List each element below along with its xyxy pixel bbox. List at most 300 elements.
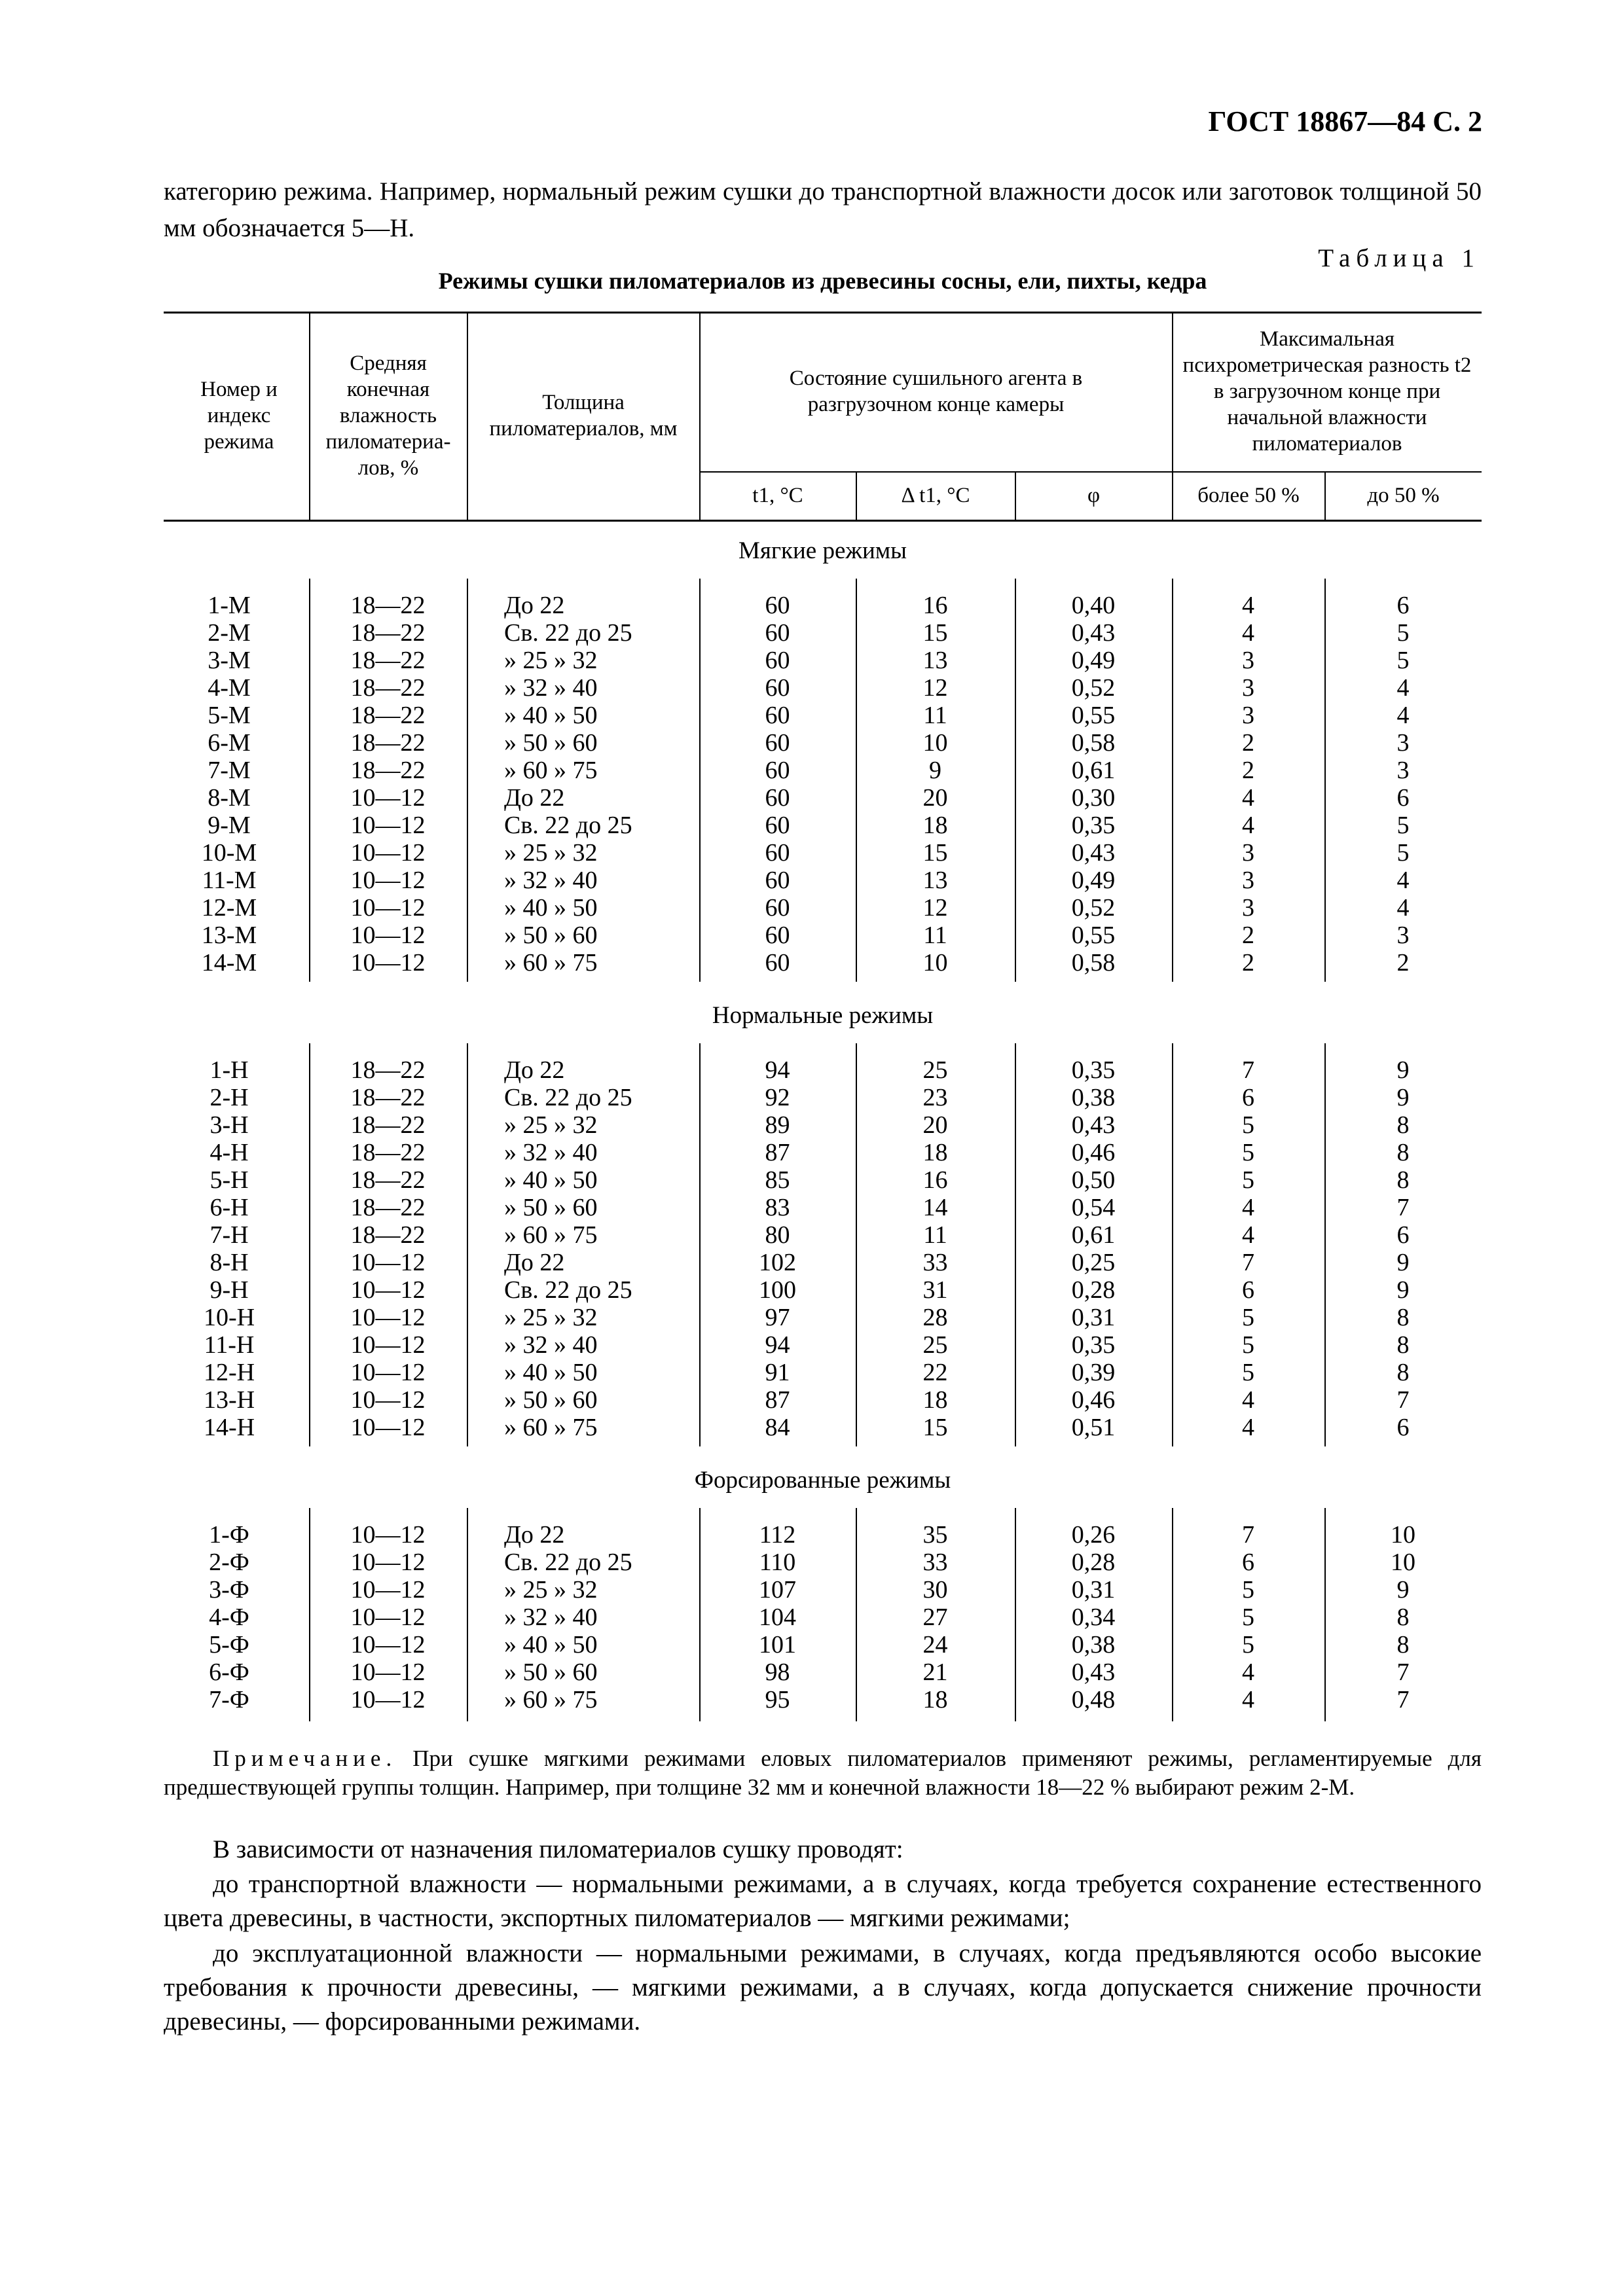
- header-divider: [1015, 471, 1016, 520]
- body-divider: [467, 1043, 468, 1446]
- table-cell: 31: [922, 1276, 948, 1304]
- table-cell: Св. 22 до 25: [504, 1549, 632, 1576]
- note-text: При сушке мягкими режимами еловых пиломатериалов применяют режимы, регламентируемые для предшествующей группы толщин. Например, при толщине 32 мм и конечной влажности 18—22 % выбирают режим 2-М.: [164, 1746, 1482, 1800]
- table-cell: 3: [1396, 922, 1410, 949]
- table-cell: 5: [1396, 619, 1410, 647]
- table-cell: 18—22: [350, 729, 426, 757]
- table-cell: 10—12: [350, 784, 426, 812]
- table-cell: 3: [1242, 894, 1254, 922]
- table-cell: 18—22: [350, 1194, 426, 1221]
- table-cell: 0,52: [1071, 674, 1116, 702]
- col-t1: [699, 1521, 856, 1713]
- table-cell: 10: [922, 949, 948, 977]
- table-cell: 5-Н: [210, 1166, 249, 1194]
- table-cell: 5: [1242, 1139, 1254, 1166]
- table-cell: 12-Н: [203, 1359, 255, 1386]
- table-cell: 0,49: [1071, 867, 1116, 894]
- table-cell: 6: [1396, 592, 1410, 619]
- table-cell: 0,46: [1071, 1386, 1116, 1414]
- table-cell: 11: [923, 922, 947, 949]
- col-delta-t1: [856, 1521, 1015, 1713]
- table-cell: 8-М: [208, 784, 251, 812]
- table-cell: 4: [1396, 674, 1410, 702]
- table-cell: 10—12: [350, 922, 426, 949]
- table-cell: 10—12: [350, 1549, 426, 1576]
- col-moisture: [309, 592, 467, 977]
- col-phi: [1015, 592, 1172, 977]
- table-cell: » 50 » 60: [504, 1659, 598, 1686]
- table-cell: 0,39: [1071, 1359, 1116, 1386]
- header-upto-50: до 50 %: [1367, 484, 1440, 507]
- table-cell: 11: [923, 1221, 947, 1249]
- table-cell: 24: [922, 1631, 948, 1659]
- col-moisture: [309, 1056, 467, 1441]
- table-cell: 2: [1242, 922, 1254, 949]
- table-cell: 0,31: [1071, 1576, 1116, 1604]
- table-cell: 4: [1242, 619, 1254, 647]
- table-cell: » 40 » 50: [504, 894, 598, 922]
- table-cell: 4: [1242, 1221, 1254, 1249]
- table-cell: 13: [922, 647, 948, 674]
- table-cell: 4: [1242, 784, 1254, 812]
- table-cell: 0,43: [1071, 839, 1116, 867]
- table-cell: 5: [1396, 647, 1410, 674]
- table-cell: 4: [1396, 894, 1410, 922]
- table-cell: 110: [759, 1549, 796, 1576]
- table-cell: 5: [1242, 1359, 1254, 1386]
- col-thickness: [504, 1056, 694, 1441]
- table-cell: 18: [922, 812, 948, 839]
- table-cell: 10—12: [350, 1359, 426, 1386]
- col-over-50: [1172, 592, 1324, 977]
- table-cell: 60: [765, 592, 790, 619]
- col-mode: [164, 1521, 295, 1713]
- table-cell: 3-Н: [210, 1111, 249, 1139]
- table-cell: 10—12: [350, 1304, 426, 1331]
- col-phi: [1015, 1521, 1172, 1713]
- page-header: ГОСТ 18867—84 С. 2: [1208, 105, 1482, 137]
- table-cell: 6: [1396, 1414, 1410, 1441]
- table-cell: 2-Н: [210, 1084, 249, 1111]
- table-cell: 0,61: [1071, 1221, 1116, 1249]
- col-thickness: [504, 592, 694, 977]
- table-cell: 11-Н: [204, 1331, 255, 1359]
- table-cell: 10—12: [350, 867, 426, 894]
- table-cell: 0,40: [1071, 592, 1116, 619]
- table-cell: 102: [759, 1249, 796, 1276]
- table-cell: 3-Ф: [209, 1576, 249, 1604]
- table-cell: До 22: [504, 1249, 565, 1276]
- table-cell: 87: [765, 1139, 790, 1166]
- table-cell: » 60 » 75: [504, 757, 598, 784]
- table-cell: 3: [1396, 757, 1410, 784]
- table-cell: До 22: [504, 592, 565, 619]
- table-cell: 7: [1396, 1659, 1410, 1686]
- table-cell: 2: [1242, 949, 1254, 977]
- table-cell: 92: [765, 1084, 790, 1111]
- table-cell: 89: [765, 1111, 790, 1139]
- table-cell: 8: [1396, 1604, 1410, 1631]
- table-cell: 10—12: [350, 1686, 426, 1713]
- table-cell: 10—12: [350, 1276, 426, 1304]
- group-title-forced: Форсированные режимы: [694, 1467, 951, 1494]
- table-cell: 60: [765, 812, 790, 839]
- table-cell: 1-Н: [210, 1056, 249, 1084]
- table-cell: 0,48: [1071, 1686, 1116, 1713]
- table-cell: » 50 » 60: [504, 729, 598, 757]
- col-thickness: [504, 1521, 694, 1713]
- table-cell: 18—22: [350, 647, 426, 674]
- table-cell: 21: [922, 1659, 948, 1686]
- col-phi: [1015, 1056, 1172, 1441]
- table-cell: До 22: [504, 784, 565, 812]
- table-cell: 0,49: [1071, 647, 1116, 674]
- table-cell: 14-М: [201, 949, 257, 977]
- table-cell: » 50 » 60: [504, 1194, 598, 1221]
- table-cell: 25: [922, 1331, 948, 1359]
- table-cell: 60: [765, 757, 790, 784]
- table-cell: » 50 » 60: [504, 1386, 598, 1414]
- table-cell: » 40 » 50: [504, 1631, 598, 1659]
- note-label: Примечание.: [213, 1746, 397, 1771]
- table-cell: 83: [765, 1194, 790, 1221]
- table-cell: 60: [765, 784, 790, 812]
- table-cell: » 40 » 50: [504, 702, 598, 729]
- table-cell: 6: [1242, 1084, 1254, 1111]
- table-cell: 8: [1396, 1139, 1410, 1166]
- table-cell: Св. 22 до 25: [504, 1084, 632, 1111]
- table-cell: 10-Н: [203, 1304, 255, 1331]
- table-cell: 9: [1396, 1276, 1410, 1304]
- table-cell: 33: [922, 1249, 948, 1276]
- table-cell: 6-Н: [210, 1194, 249, 1221]
- table-cell: 27: [922, 1604, 948, 1631]
- table-cell: » 60 » 75: [504, 1221, 598, 1249]
- col-over-50: [1172, 1521, 1324, 1713]
- table-cell: 6-Ф: [209, 1659, 249, 1686]
- table-cell: 2-Ф: [209, 1549, 249, 1576]
- table-cell: 5-Ф: [209, 1631, 249, 1659]
- table-cell: 18: [922, 1386, 948, 1414]
- table-cell: 35: [922, 1521, 948, 1549]
- table-cell: 6: [1242, 1276, 1254, 1304]
- table-cell: 0,50: [1071, 1166, 1116, 1194]
- table-cell: 7-М: [208, 757, 251, 784]
- table-cell: 22: [922, 1359, 948, 1386]
- table-cell: 60: [765, 949, 790, 977]
- table-cell: 5: [1396, 839, 1410, 867]
- table-cell: 10—12: [350, 1631, 426, 1659]
- table-cell: 5: [1396, 812, 1410, 839]
- table-cell: 12: [922, 674, 948, 702]
- table-cell: 60: [765, 647, 790, 674]
- header-phi: φ: [1087, 484, 1101, 507]
- table-cell: 87: [765, 1386, 790, 1414]
- table-cell: 15: [922, 839, 948, 867]
- header-divider: [467, 312, 468, 520]
- table-cell: 95: [765, 1686, 790, 1713]
- table-cell: 10: [922, 729, 948, 757]
- table-cell: 7-Ф: [209, 1686, 249, 1713]
- table-cell: До 22: [504, 1056, 565, 1084]
- table-cell: 0,26: [1071, 1521, 1116, 1549]
- table-cell: 0,61: [1071, 757, 1116, 784]
- table-cell: 91: [765, 1359, 790, 1386]
- table-cell: 5: [1242, 1631, 1254, 1659]
- table-cell: 60: [765, 729, 790, 757]
- paragraph-3: до эксплуатационной влажности — нормальными режимами, в случаях, когда предъявляются особо высокие требования к прочности древесины, — мягкими режимами, а в случаях, когда допускается снижение прочности древесины, — форсированными режимами.: [164, 1939, 1482, 2036]
- table-cell: 3: [1242, 839, 1254, 867]
- table-cell: 14: [922, 1194, 948, 1221]
- table-cell: 10—12: [350, 839, 426, 867]
- table-cell: 0,58: [1071, 949, 1116, 977]
- table-cell: 8-Н: [210, 1249, 249, 1276]
- table-cell: » 32 » 40: [504, 1139, 598, 1166]
- table-cell: 28: [922, 1304, 948, 1331]
- table-cell: 7: [1242, 1249, 1254, 1276]
- table-cell: 10—12: [350, 1576, 426, 1604]
- table-cell: 0,46: [1071, 1139, 1116, 1166]
- table-cell: 30: [922, 1576, 948, 1604]
- table-cell: 8: [1396, 1631, 1410, 1659]
- table-cell: 18—22: [350, 592, 426, 619]
- table-cell: 10—12: [350, 1414, 426, 1441]
- col-mode: [164, 592, 295, 977]
- table-cell: 10: [1391, 1549, 1415, 1576]
- table-cell: » 50 » 60: [504, 922, 598, 949]
- table-cell: » 32 » 40: [504, 674, 598, 702]
- table-cell: 16: [922, 1166, 948, 1194]
- paragraph-1: В зависимости от назначения пиломатериалов сушку проводят:: [213, 1835, 903, 1863]
- col-t1: [699, 1056, 856, 1441]
- table-cell: 0,43: [1071, 619, 1116, 647]
- table-cell: 6: [1396, 784, 1410, 812]
- table-cell: 4-М: [208, 674, 251, 702]
- table-cell: 80: [765, 1221, 790, 1249]
- col-delta-t1: [856, 1056, 1015, 1441]
- table-cell: 8: [1396, 1166, 1410, 1194]
- table-cell: 2: [1242, 729, 1254, 757]
- table-cell: 9-Н: [210, 1276, 249, 1304]
- table-cell: 9: [1396, 1084, 1410, 1111]
- table-cell: 7: [1396, 1686, 1410, 1713]
- table-cell: 14-Н: [203, 1414, 255, 1441]
- table-cell: 60: [765, 894, 790, 922]
- table-cell: 0,30: [1071, 784, 1116, 812]
- table-cell: 4-Н: [210, 1139, 249, 1166]
- table-cell: 6-М: [208, 729, 251, 757]
- table-note: [164, 1744, 1482, 1802]
- col-over-50: [1172, 1056, 1324, 1441]
- table-cell: 9: [1396, 1249, 1410, 1276]
- table-cell: 101: [759, 1631, 796, 1659]
- table-cell: » 32 » 40: [504, 1604, 598, 1631]
- table-cell: 10—12: [350, 1386, 426, 1414]
- table-cell: 2-М: [208, 619, 251, 647]
- table-cell: 20: [922, 1111, 948, 1139]
- header-t1: t1, °C: [752, 484, 803, 507]
- table-cell: 60: [765, 619, 790, 647]
- table-cell: 25: [922, 1056, 948, 1084]
- table-cell: 60: [765, 867, 790, 894]
- table-cell: 18—22: [350, 702, 426, 729]
- table-cell: 11: [923, 702, 947, 729]
- table-cell: 5: [1242, 1111, 1254, 1139]
- table-cell: 10—12: [350, 1249, 426, 1276]
- table-cell: 18: [922, 1139, 948, 1166]
- table-cell: 0,38: [1071, 1631, 1116, 1659]
- table-cell: 12: [922, 894, 948, 922]
- table-cell: 0,43: [1071, 1111, 1116, 1139]
- header-agent-state: Состояние сушильного агента в разгрузочном конце камеры: [789, 367, 1083, 416]
- table-cell: 7: [1242, 1056, 1254, 1084]
- table-cell: 10: [1391, 1521, 1415, 1549]
- header-bottom-rule: [164, 520, 1482, 522]
- table-cell: 4: [1396, 867, 1410, 894]
- table-cell: 18—22: [350, 757, 426, 784]
- table-cell: 18—22: [350, 619, 426, 647]
- table-cell: 104: [759, 1604, 796, 1631]
- table-cell: 4: [1242, 1194, 1254, 1221]
- table-cell: 0,54: [1071, 1194, 1116, 1221]
- group-title-normal: Нормальные режимы: [712, 1002, 934, 1029]
- header-divider: [1172, 312, 1173, 520]
- header-divider: [699, 312, 701, 520]
- table-cell: 0,31: [1071, 1304, 1116, 1331]
- table-cell: 7: [1396, 1194, 1410, 1221]
- header-over-50: более 50 %: [1197, 484, 1300, 507]
- table-cell: 60: [765, 839, 790, 867]
- header-divider: [1324, 471, 1326, 520]
- table-cell: 0,35: [1071, 1331, 1116, 1359]
- table-cell: 10—12: [350, 1659, 426, 1686]
- table-cell: 60: [765, 922, 790, 949]
- table-cell: 100: [759, 1276, 796, 1304]
- col-upto-50: [1324, 1056, 1482, 1441]
- table-cell: 97: [765, 1304, 790, 1331]
- table-cell: 0,28: [1071, 1549, 1116, 1576]
- table-cell: 5: [1242, 1304, 1254, 1331]
- table-cell: 0,58: [1071, 729, 1116, 757]
- header-thickness: Толщина пиломатериалов, мм: [489, 391, 678, 440]
- table-cell: 9-М: [208, 812, 251, 839]
- table-cell: 6: [1396, 1221, 1410, 1249]
- header-final-moisture: Средняя конечная влажность пиломатериа-лов, %: [325, 351, 451, 480]
- table-cell: 5: [1242, 1331, 1254, 1359]
- table-cell: 18—22: [350, 1139, 426, 1166]
- table-cell: 18—22: [350, 1084, 426, 1111]
- col-t1: [699, 592, 856, 977]
- table-cell: » 25 » 32: [504, 1304, 598, 1331]
- table-cell: 9: [1396, 1056, 1410, 1084]
- table-cell: 16: [922, 592, 948, 619]
- table-cell: 18—22: [350, 1111, 426, 1139]
- col-mode: [164, 1056, 295, 1441]
- table-cell: » 32 » 40: [504, 867, 598, 894]
- table-cell: 10—12: [350, 812, 426, 839]
- table-cell: 6: [1242, 1549, 1254, 1576]
- header-delta-t1: Δ t1, °C: [901, 484, 970, 507]
- table-cell: 4: [1242, 812, 1254, 839]
- header-mode-number: Номер и индекс режима: [200, 378, 278, 454]
- drying-modes-table: [164, 312, 1482, 1721]
- table-cell: 10—12: [350, 1604, 426, 1631]
- col-delta-t1: [856, 592, 1015, 977]
- table-cell: Св. 22 до 25: [504, 812, 632, 839]
- table-cell: » 25 » 32: [504, 1111, 598, 1139]
- table-cell: » 40 » 50: [504, 1359, 598, 1386]
- table-cell: » 25 » 32: [504, 839, 598, 867]
- table-title: Режимы сушки пиломатериалов из древесины сосны, ели, пихты, кедра: [438, 268, 1207, 294]
- table-cell: 18—22: [350, 674, 426, 702]
- table-cell: 3: [1396, 729, 1410, 757]
- table-cell: 7-Н: [210, 1221, 249, 1249]
- table-cell: 3: [1242, 867, 1254, 894]
- table-cell: 18—22: [350, 1056, 426, 1084]
- table-cell: 5: [1242, 1576, 1254, 1604]
- table-cell: 4: [1242, 1659, 1254, 1686]
- table-cell: 60: [765, 702, 790, 729]
- table-cell: 0,25: [1071, 1249, 1116, 1276]
- table-cell: 0,55: [1071, 702, 1116, 729]
- header-divider: [856, 471, 857, 520]
- table-cell: 5: [1242, 1166, 1254, 1194]
- table-cell: Св. 22 до 25: [504, 619, 632, 647]
- table-cell: » 32 » 40: [504, 1331, 598, 1359]
- table-cell: 60: [765, 674, 790, 702]
- table-cell: 0,52: [1071, 894, 1116, 922]
- table-cell: » 60 » 75: [504, 1414, 598, 1441]
- table-cell: 4: [1242, 592, 1254, 619]
- table-cell: 84: [765, 1414, 790, 1441]
- table-cell: 94: [765, 1331, 790, 1359]
- table-cell: 9: [929, 757, 941, 784]
- table-cell: 11-М: [202, 867, 257, 894]
- table-cell: » 25 » 32: [504, 647, 598, 674]
- table-number: Таблица 1: [1318, 244, 1480, 272]
- table-cell: » 25 » 32: [504, 1576, 598, 1604]
- header-divider: [309, 312, 310, 520]
- table-cell: 0,43: [1071, 1659, 1116, 1686]
- table-cell: 18—22: [350, 1166, 426, 1194]
- table-cell: 3: [1242, 702, 1254, 729]
- table-cell: 9: [1396, 1576, 1410, 1604]
- table-cell: 5: [1242, 1604, 1254, 1631]
- table-cell: 3: [1242, 674, 1254, 702]
- table-cell: 10—12: [350, 1521, 426, 1549]
- table-cell: 2: [1242, 757, 1254, 784]
- table-cell: 5-М: [208, 702, 251, 729]
- table-cell: 7: [1396, 1386, 1410, 1414]
- table-cell: 10-М: [201, 839, 257, 867]
- table-cell: 94: [765, 1056, 790, 1084]
- table-cell: 4: [1242, 1686, 1254, 1713]
- table-cell: 4: [1396, 702, 1410, 729]
- header-max-diff: Максимальная психрометрическая разность t2 в загрузочном конце при начальной влажности пиломатериалов: [1182, 327, 1472, 456]
- table-cell: 3: [1242, 647, 1254, 674]
- table-cell: 4: [1242, 1414, 1254, 1441]
- table-cell: 0,28: [1071, 1276, 1116, 1304]
- col-upto-50: [1324, 592, 1482, 977]
- table-cell: 18—22: [350, 1221, 426, 1249]
- table-cell: 3-М: [208, 647, 251, 674]
- table-cell: » 60 » 75: [504, 1686, 598, 1713]
- table-cell: 15: [922, 1414, 948, 1441]
- table-cell: 10—12: [350, 894, 426, 922]
- table-cell: 85: [765, 1166, 790, 1194]
- table-cell: Св. 22 до 25: [504, 1276, 632, 1304]
- table-cell: 20: [922, 784, 948, 812]
